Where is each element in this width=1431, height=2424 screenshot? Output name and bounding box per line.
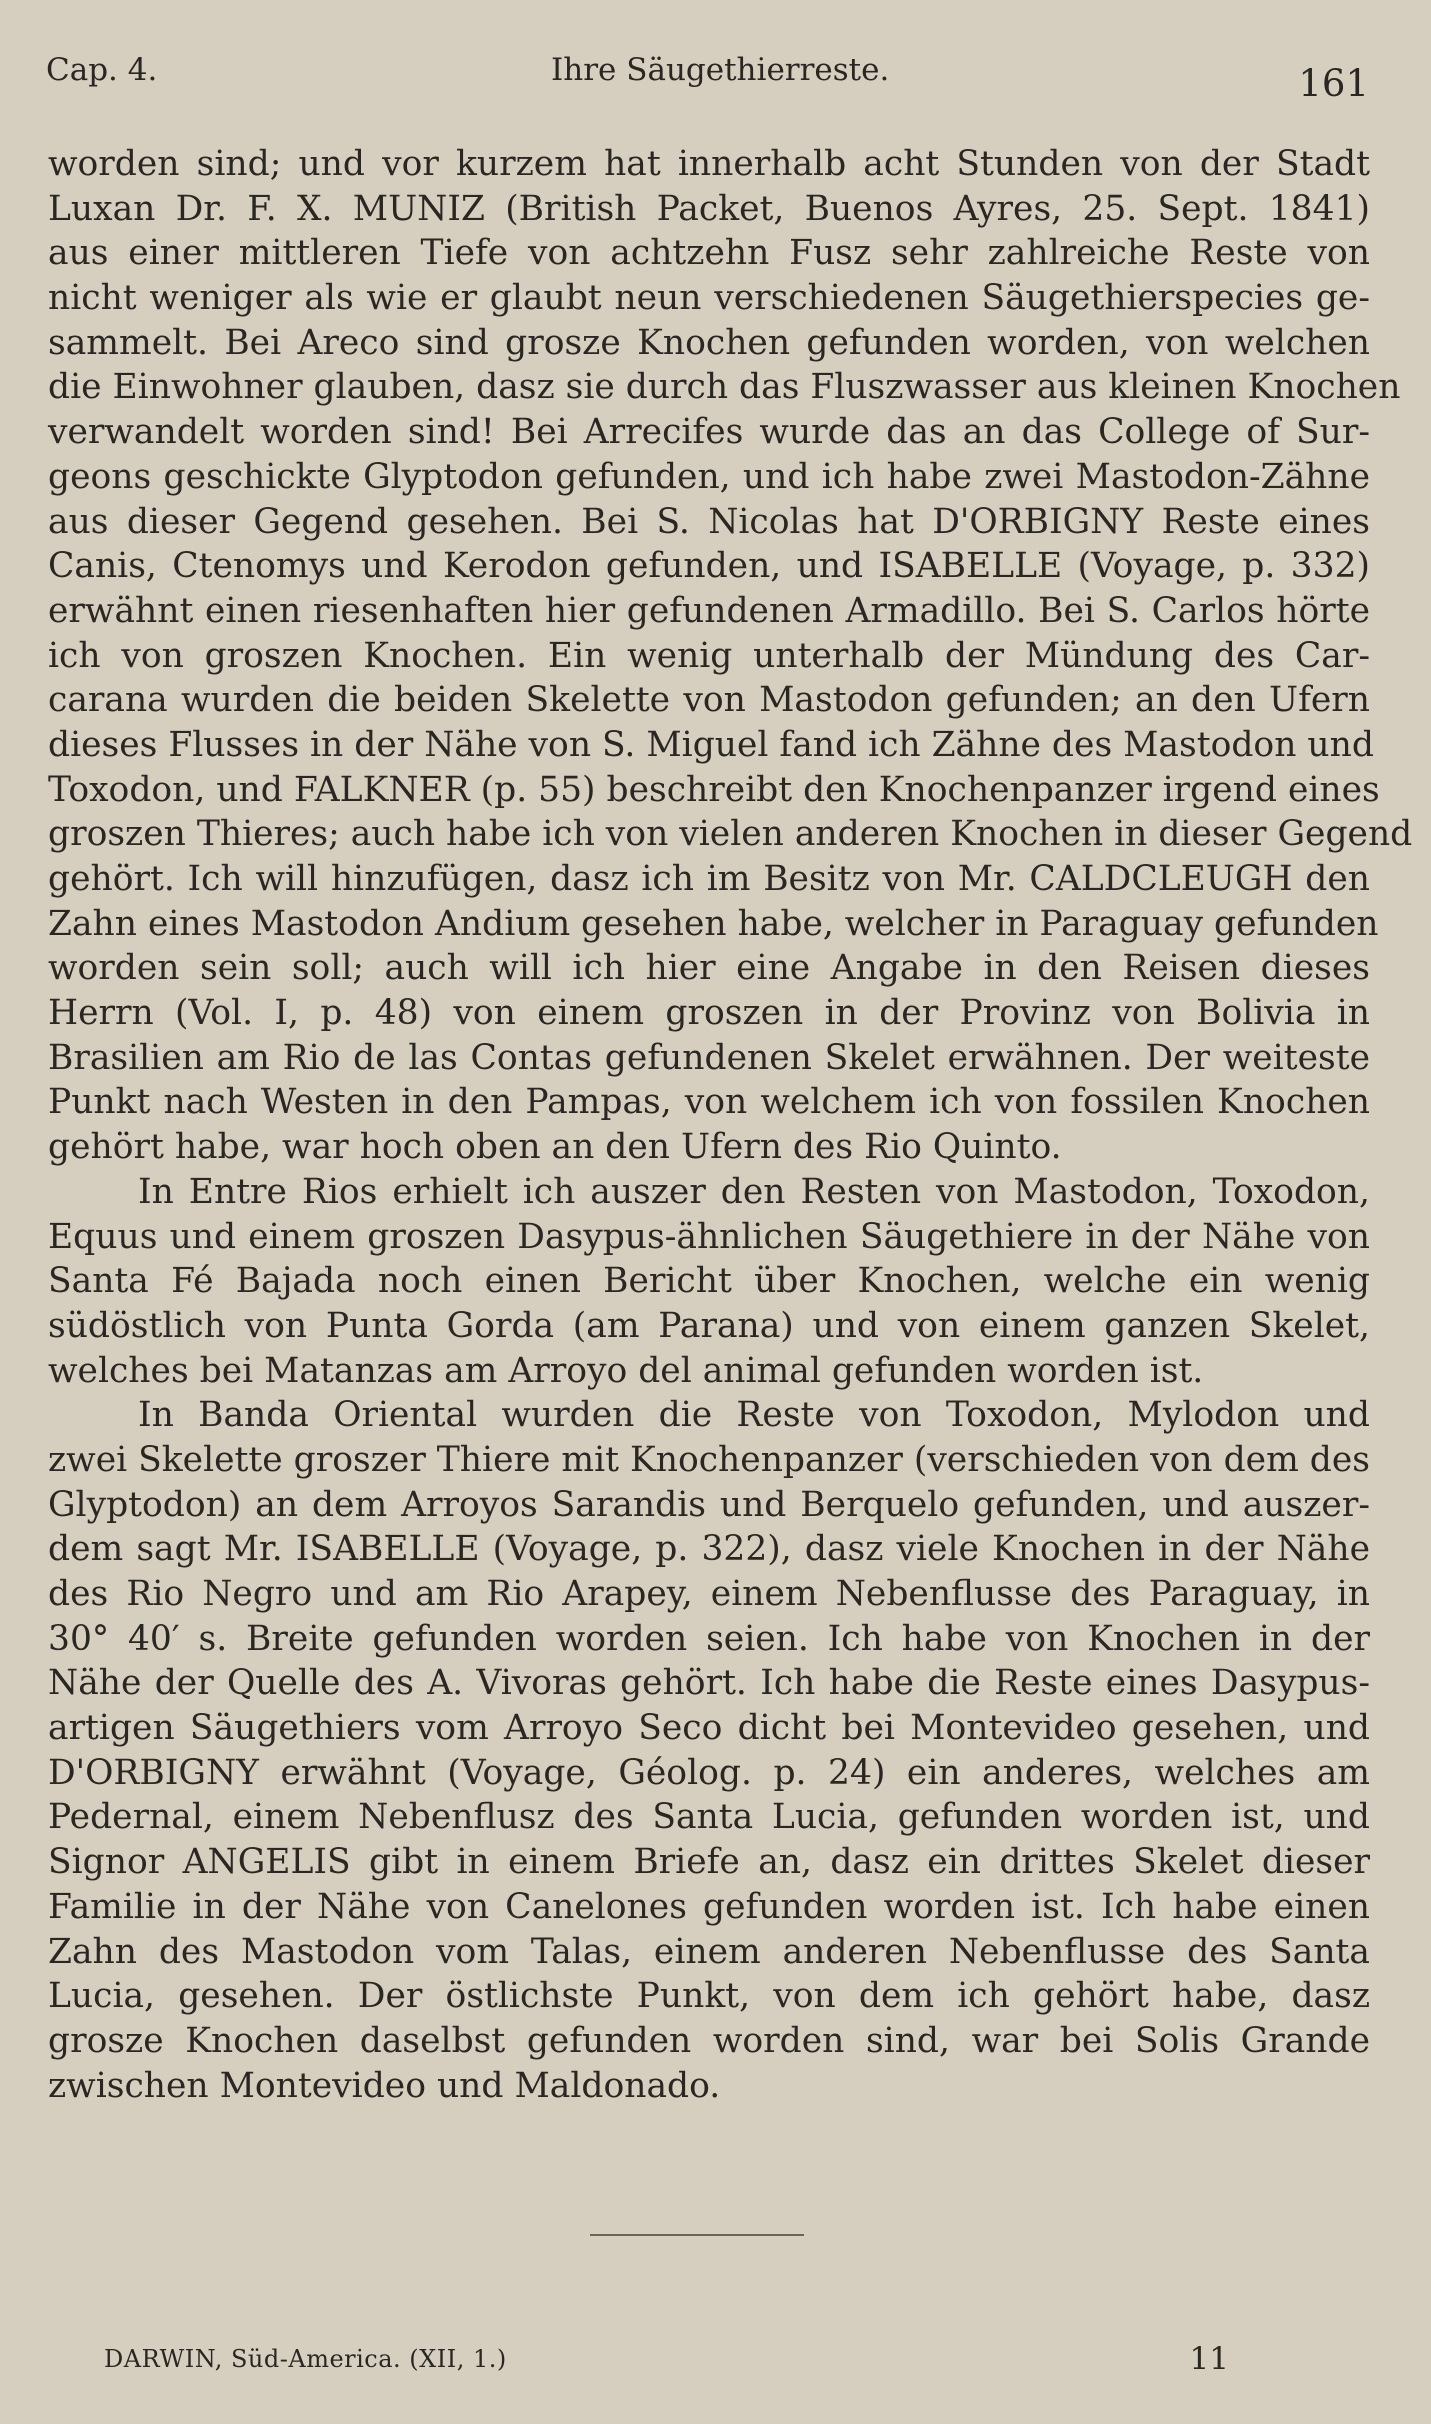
text-line: zwischen Montevideo und Maldonado. [48, 2065, 721, 2106]
text-line: des Rio Negro und am Rio Arapey, einem Nebenflusse des Paraguay, in [48, 1574, 1370, 1614]
text-line: Equus und einem groszen Dasypus-ähnlichen Säugethiere in der Nähe von [48, 1216, 1370, 1257]
text-line: Pedernal, einem Nebenflusz des Santa Lucia, gefunden worden ist, und [48, 1797, 1370, 1838]
text-line: carana wurden die beiden Skelette von Mastodon gefunden; an den Ufern [48, 680, 1370, 721]
page-footer [104, 2341, 1229, 2385]
body-text [48, 142, 1413, 2108]
text-line: worden sein soll; auch will ich hier eine Angabe in den Reisen dieses [48, 948, 1370, 989]
text-line: grosze Knochen daselbst gefunden worden sind, war bei Solis Grande [48, 2020, 1370, 2061]
text-line: sammelt. Bei Areco sind grosze Knochen gefunden worden, von welchen [48, 322, 1370, 363]
running-title: Ihre Säugethierreste. [551, 52, 890, 88]
text-line: Santa Fé Bajada noch einen Bericht über Knochen, welche ein wenig [48, 1261, 1370, 1302]
section-divider [590, 2234, 804, 2236]
text-line: ich von groszen Knochen. Ein wenig unterhalb der Mündung des Car- [48, 635, 1370, 676]
text-line: die Einwohner glauben, dasz sie durch das Fluszwasser aus kleinen Knochen [48, 367, 1401, 408]
page-number: 161 [1298, 62, 1369, 105]
text-line: verwandelt worden sind! Bei Arrecifes wurde das an das College of Sur- [48, 412, 1370, 453]
text-line: In Banda Oriental wurden die Reste von Toxodon, Mylodon und [138, 1395, 1370, 1436]
text-line: Zahn des Mastodon vom Talas, einem anderen Nebenflusse des Santa [48, 1931, 1370, 1972]
sheet-number: 11 [1189, 2341, 1229, 2377]
text-line: Punkt nach Westen in den Pampas, von welchem ich von fossilen Knochen [48, 1082, 1370, 1123]
text-line: gehört. Ich will hinzufügen, dasz ich im Besitz von Mr. CALDCLEUGH den [48, 859, 1370, 899]
text-line: zwei Skelette groszer Thiere mit Knochenpanzer (verschieden von dem des [48, 1439, 1370, 1480]
text-line: Lucia, gesehen. Der östlichste Punkt, von dem ich gehört habe, dasz [48, 1976, 1370, 2017]
running-head [46, 42, 1369, 105]
text-line: Toxodon, und FALKNER (p. 55) beschreibt den Knochenpanzer irgend eines [48, 769, 1380, 810]
text-line: Luxan Dr. F. X. MUNIZ (British Packet, Buenos Ayres, 25. Sept. 1841) [48, 188, 1370, 229]
text-line: geons geschickte Glyptodon gefunden, und ich habe zwei Mastodon-Zähne [48, 456, 1370, 497]
text-line: gehört habe, war hoch oben an den Ufern des Rio Quinto. [48, 1127, 1062, 1168]
signature-mark: DARWIN, Süd-America. (XII, 1.) [104, 2345, 507, 2373]
text-line: 30° 40′ s. Breite gefunden worden seien. Ich habe von Knochen in der [48, 1618, 1370, 1659]
text-line: aus dieser Gegend gesehen. Bei S. Nicolas hat D'ORBIGNY Reste eines [48, 501, 1370, 542]
text-line: Familie in der Nähe von Canelones gefunden worden ist. Ich habe einen [48, 1886, 1370, 1927]
text-line: Zahn eines Mastodon Andium gesehen habe, welcher in Paraguay gefunden [48, 903, 1379, 944]
text-line: dem sagt Mr. ISABELLE (Voyage, p. 322), dasz viele Knochen in der Nähe [48, 1529, 1370, 1570]
text-line: nicht weniger als wie er glaubt neun verschiedenen Säugethierspecies ge- [48, 278, 1370, 319]
text-line: D'ORBIGNY erwähnt (Voyage, Géolog. p. 24) ein anderes, welches am [48, 1752, 1370, 1793]
text-line: In Entre Rios erhielt ich auszer den Resten von Mastodon, Toxodon, [138, 1171, 1370, 1212]
text-line: Nähe der Quelle des A. Vivoras gehört. Ich habe die Reste eines Dasypus- [48, 1663, 1370, 1704]
text-line: aus einer mittleren Tiefe von achtzehn Fusz sehr zahlreiche Reste von [48, 233, 1370, 274]
text-line: Herrn (Vol. I, p. 48) von einem groszen in der Provinz von Bolivia in [48, 993, 1370, 1034]
text-line: Brasilien am Rio de las Contas gefundenen Skelet erwähnen. Der weiteste [48, 1037, 1370, 1078]
text-line: welches bei Matanzas am Arroyo del animal gefunden worden ist. [48, 1350, 1204, 1391]
text-line: artigen Säugethiers vom Arroyo Seco dicht bei Montevideo gesehen, und [48, 1708, 1370, 1749]
text-line: Canis, Ctenomys und Kerodon gefunden, und ISABELLE (Voyage, p. 332) [48, 546, 1370, 587]
text-line: erwähnt einen riesenhaften hier gefundenen Armadillo. Bei S. Carlos hörte [48, 590, 1370, 631]
chapter-label: Cap. 4. [46, 52, 158, 88]
text-line: südöstlich von Punta Gorda (am Parana) und von einem ganzen Skelet, [48, 1305, 1370, 1346]
text-line: dieses Flusses in der Nähe von S. Miguel fand ich Zähne des Mastodon und [48, 724, 1374, 765]
text-line: Signor ANGELIS gibt in einem Briefe an, dasz ein drittes Skelet dieser [48, 1842, 1370, 1883]
text-line: worden sind; und vor kurzem hat innerhalb acht Stunden von der Stadt [48, 144, 1370, 184]
text-line: groszen Thieres; auch habe ich von vielen anderen Knochen in dieser Gegend [48, 814, 1413, 855]
text-line: Glyptodon) an dem Arroyos Sarandis und Berquelo gefunden, und auszer- [48, 1484, 1370, 1525]
